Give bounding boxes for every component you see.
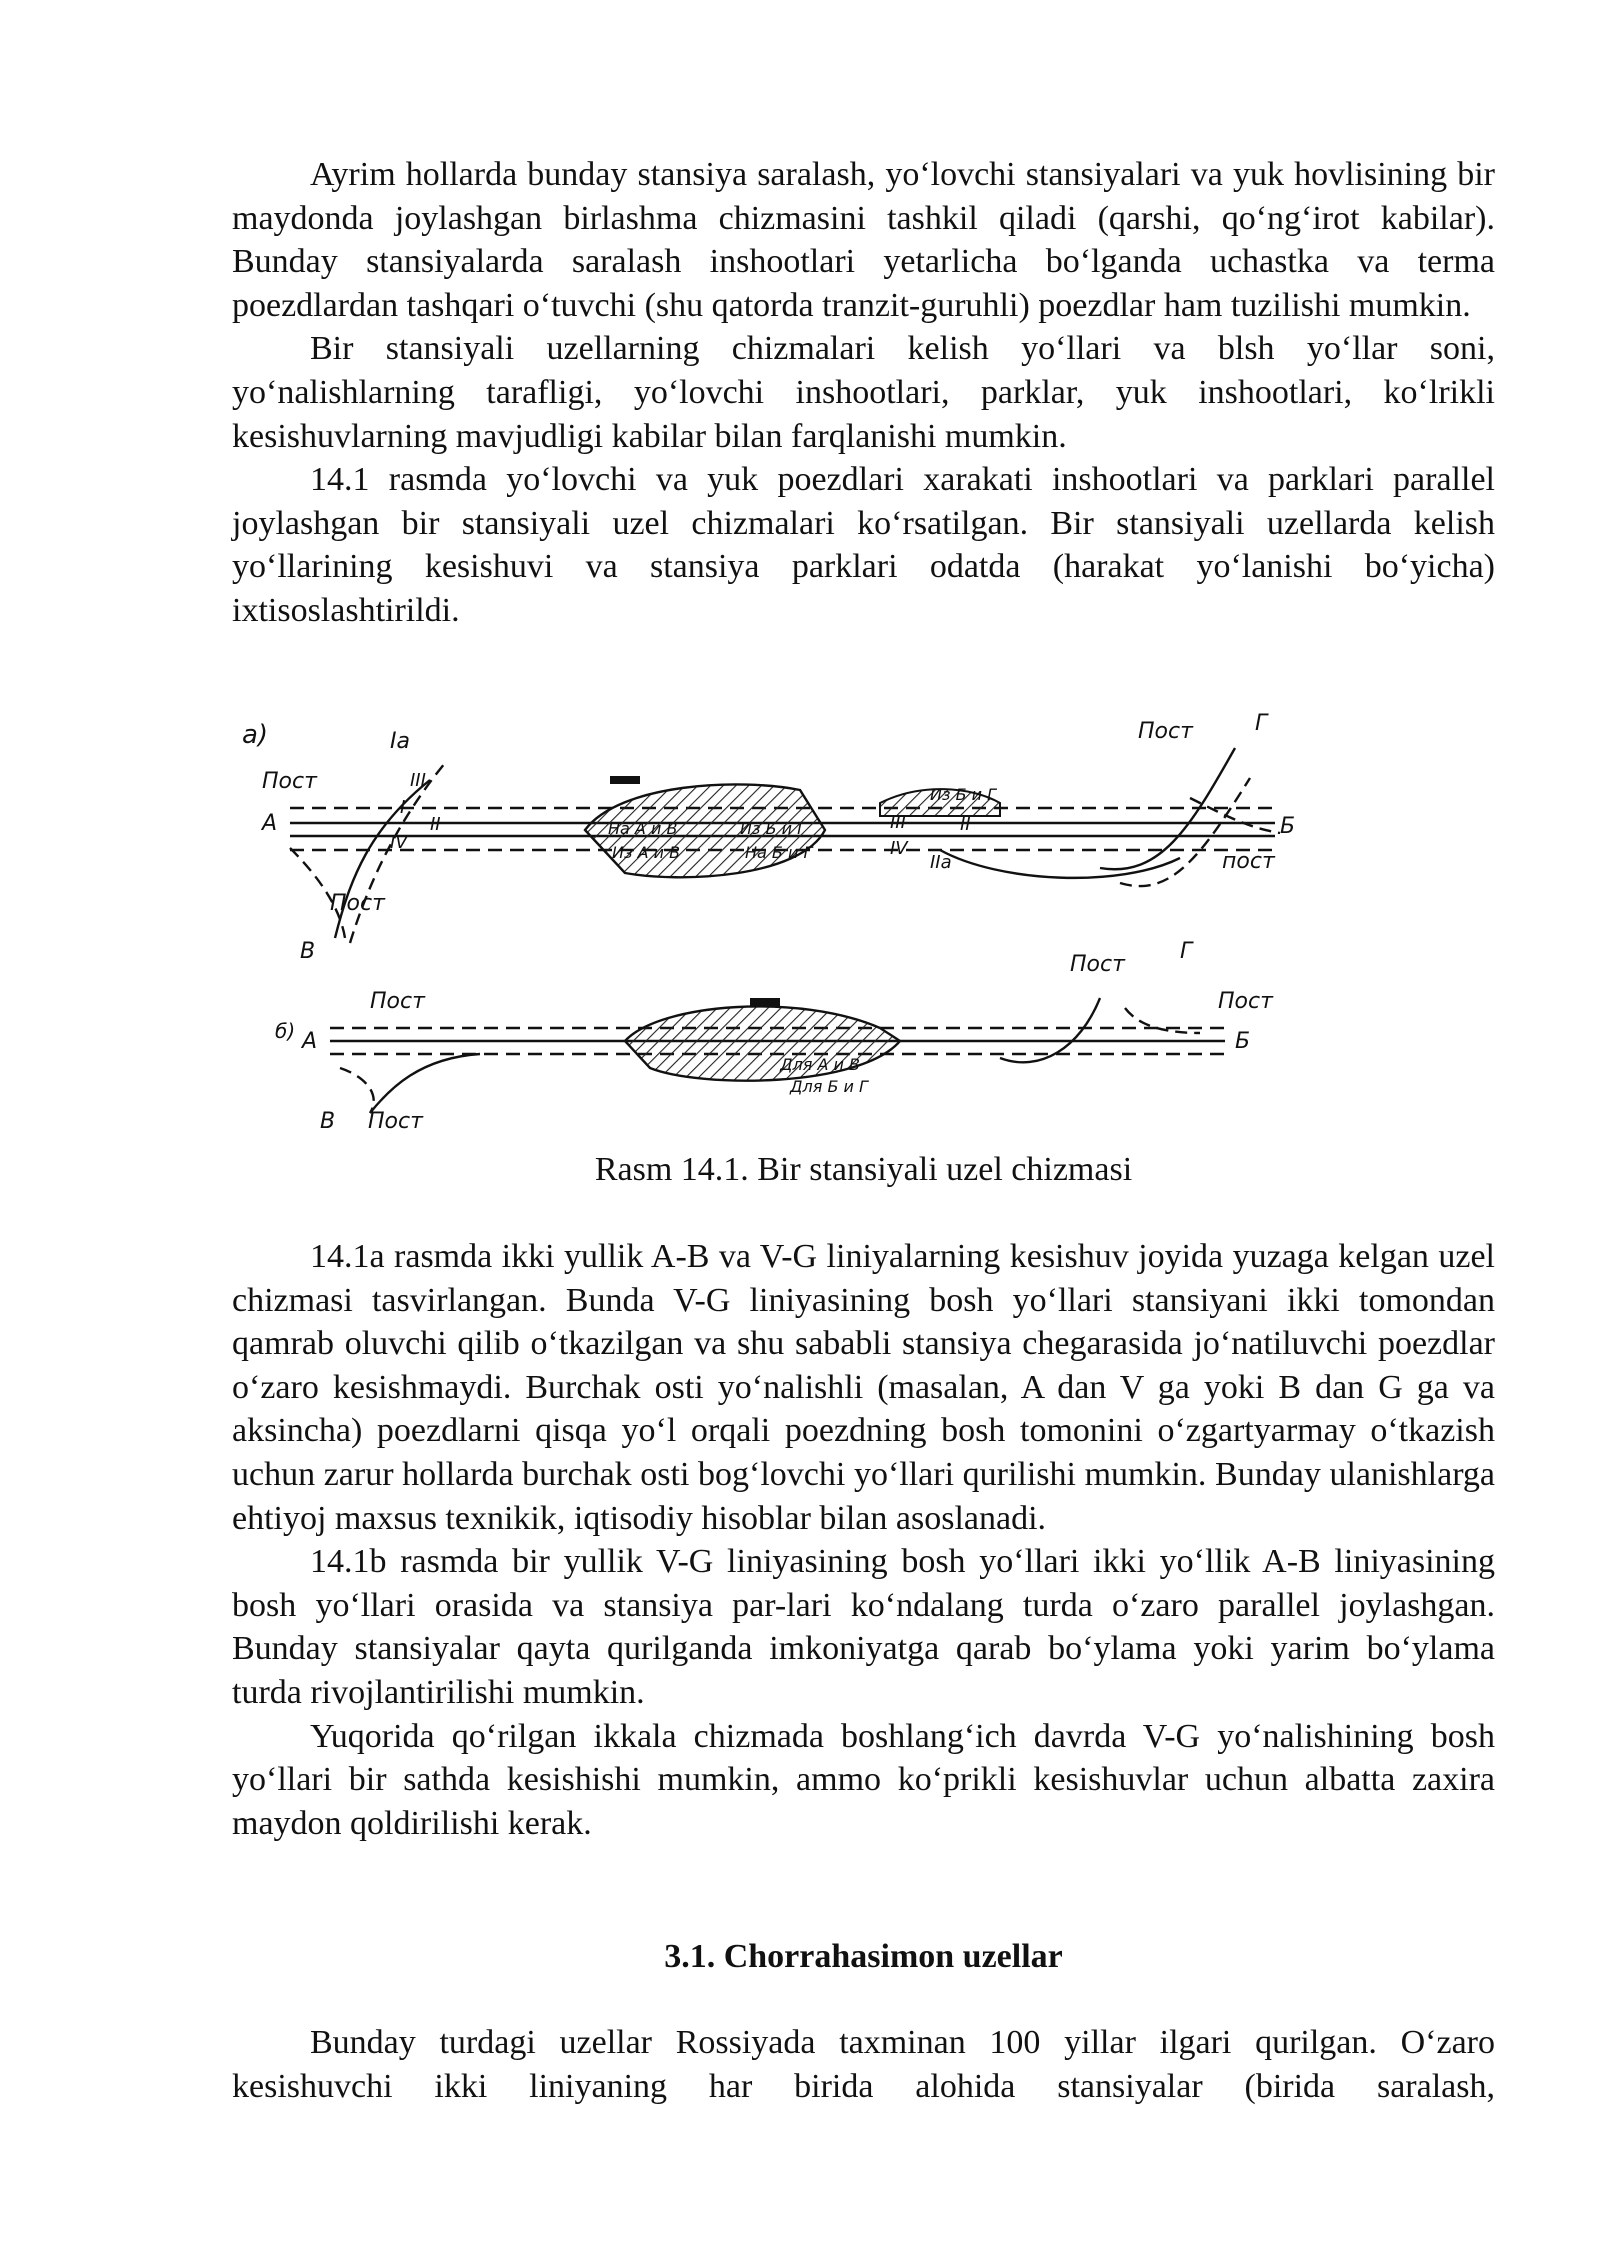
post-label: Пост [262, 769, 317, 794]
post-label: Пост [368, 1109, 423, 1134]
node-label-a: А [262, 811, 278, 836]
track-label-iia: IIа [930, 852, 952, 873]
park-label: Из Б и Г [740, 819, 807, 838]
panel-label-b: б) [275, 1019, 296, 1043]
node-label-b: Б [1280, 814, 1296, 839]
park-label: На А и В [608, 819, 678, 838]
post-label: Пост [1138, 719, 1193, 744]
node-label-b: Б [1235, 1029, 1251, 1054]
track-label-i: I [400, 797, 406, 818]
post-label: пост [1222, 849, 1275, 874]
paragraph: 14.1b rasmda bir yullik V-G liniyasining bosh yo‘llari ikki yo‘llik A-B liniyasining bosh yo‘llari orasida va stansiya par-lari ko‘ndalang turda o‘zaro parallel joylashgan. Bunday stansiyalar qayta qurilganda imkoniyatga qarab bo‘ylama yoki yarim bo‘ylama turda rivojlantirilishi mumkin. [232, 1543, 1495, 1711]
track-label-iii: III [410, 770, 426, 791]
node-label-a: А [302, 1029, 318, 1054]
paragraph: 14.1 rasmda yo‘lovchi va yuk poezdlari xarakati inshootlari va parklari parallel joylashgan bir stansiyali uzel chizmalari ko‘rsatilgan. Bir stansiyali uzellarda kelish yo‘llarining kesishuvi va stansiya parklari odatda (harakat yo‘lanishi bo‘yicha) ixtisoslashtirildi. [232, 461, 1495, 629]
text-section-2 [232, 1235, 1495, 1845]
figure-caption: Rasm 14.1. Bir stansiyali uzel chizmasi [594, 1151, 1133, 1188]
park-label: Из Б и Г [930, 785, 997, 804]
paragraph: Ayrim hollarda bunday stansiya saralash, yo‘lovchi stansiyalari va yuk hovlisining bir maydonda joylashgan birlashma chizmasini tashkil qiladi (qarshi, qo‘ng‘irot kabilar). Bunday stansiyalarda saralash inshootlari yetarlicha bo‘lganda uchastka va terma poezdlardan tashqari o‘tuvchi (shu qatorda tranzit-guruhli) poezdlar ham tuzilishi mumkin. [232, 156, 1495, 324]
labels-a [242, 711, 1295, 964]
track-label-ii: II [430, 814, 441, 835]
node-label-v: В [300, 939, 316, 964]
post-label: Пост [330, 891, 385, 916]
text-section-3 [232, 2021, 1495, 2108]
node-label-g: Г [1255, 711, 1268, 736]
post-label: Пост [370, 989, 425, 1014]
track-label-ia: Iа [390, 729, 410, 754]
park-label: На Б и Г [745, 843, 813, 862]
text-section-1 [232, 153, 1495, 633]
park-label: Для Б и Г [790, 1077, 868, 1096]
track-label-iv: IV [390, 832, 408, 853]
station-scheme-diagram [240, 708, 1340, 1160]
section-heading: 3.1. Chorrahasimon uzellar [664, 1938, 1063, 1975]
paragraph: 14.1a rasmda ikki yullik A-B va V-G liniyalarning kesishuv joyida yuzaga kelgan uzel chizmasi tasvirlangan. Bunda V-G liniyasining bosh yo‘llari stansiyani ikki tomondan qamrab oluvchi qilib o‘tkazilgan va shu sababli stansiya chegarasida jo‘natiluvchi poezdlar o‘zaro kesishmaydi. Burchak osti yo‘nalishli (masalan, A dan V ga yoki B dan G ga va aksincha) poezdlarni qisqa yo‘l orqali poezdning bosh tomonini o‘zgartyarmay o‘tkazish uchun zarur hollarda burchak osti bog‘lovchi yo‘llari qurilishi mumkin. Bunday ulanishlarga ehtiyoj maxsus texnikik, iqtisodiy hisoblar bilan asoslanadi. [232, 1238, 1495, 1537]
track-label-iv: IV [890, 838, 908, 859]
node-label-g: Г [1180, 939, 1193, 964]
post-label: Пост [1070, 952, 1125, 977]
figure-14-1 [240, 708, 1340, 1160]
panel-label-a: а) [242, 720, 269, 750]
paragraph: Bunday turdagi uzellar Rossiyada taxminan 100 yillar ilgari qurilgan. O‘zaro kesishuvchi ikki liniyaning har birida alohida stansiyalar (birida saralash, [232, 2024, 1495, 2105]
park-label: Для А и В [780, 1055, 860, 1074]
park-label: Из А и В [612, 843, 681, 862]
track-label-ii: II [960, 814, 971, 835]
paragraph: Yuqorida qo‘rilgan ikkala chizmada boshlang‘ich davrda V-G yo‘nalishining bosh yo‘llari bir sathda kesishishi mumkin, ammo ko‘prikli kesishuvlar uchun albatta zaxira maydon qoldirilishi kerak. [232, 1717, 1495, 1842]
track-label-iii: III [890, 812, 906, 833]
post-label: Пост [1218, 989, 1273, 1014]
paragraph: Bir stansiyali uzellarning chizmalari kelish yo‘llari va blsh yo‘llar soni, yo‘nalishlarning tarafligi, yo‘lovchi inshootlari, parklar, yuk inshootlari, ko‘lrikli kesishuvlarning mavjudligi kabilar bilan farqlanishi mumkin. [232, 330, 1495, 455]
node-label-v: В [320, 1109, 336, 1134]
